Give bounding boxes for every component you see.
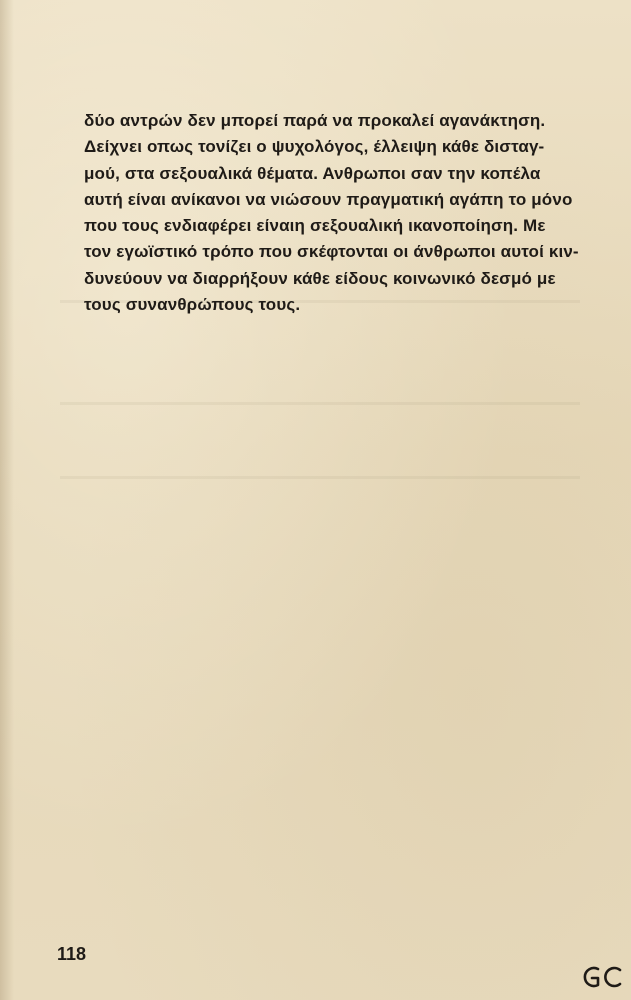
page-number: 118 <box>57 944 87 964</box>
text-line: Δείχνει οπως τονίζει ο ψυχολόγος, έλλειψη κάθε δισταγ- <box>84 137 545 157</box>
text-line: τον εγωϊστικό τρόπο που σκέφτονται οι άνθρωποι αυτοί κιν- <box>84 242 579 262</box>
body-paragraph <box>84 108 624 318</box>
text-line: δυνεύουν να διαρρήξουν κάθε είδους κοινωνικό δεσμό με <box>84 268 556 288</box>
gc-logo-icon <box>578 962 626 992</box>
text-line: δύο αντρών δεν μπορεί παρά να προκαλεί αγανάκτηση. <box>84 111 546 130</box>
text-line: που τους ενδιαφέρει είναιη σεξουαλική ικανοποίηση. Με <box>84 216 546 236</box>
text-line: αυτή είναι ανίκανοι να νιώσουν πραγματική αγάπη το μόνο <box>84 189 573 209</box>
text-line: μού, στα σεξουαλικά θέματα. Ανθρωποι σαν την κοπέλα <box>84 163 541 183</box>
page-edge-shadow <box>0 0 14 1000</box>
bleed-through-line <box>60 476 580 479</box>
bleed-through-line <box>60 402 580 405</box>
text-line: τους συνανθρώπους τους. <box>84 295 301 315</box>
